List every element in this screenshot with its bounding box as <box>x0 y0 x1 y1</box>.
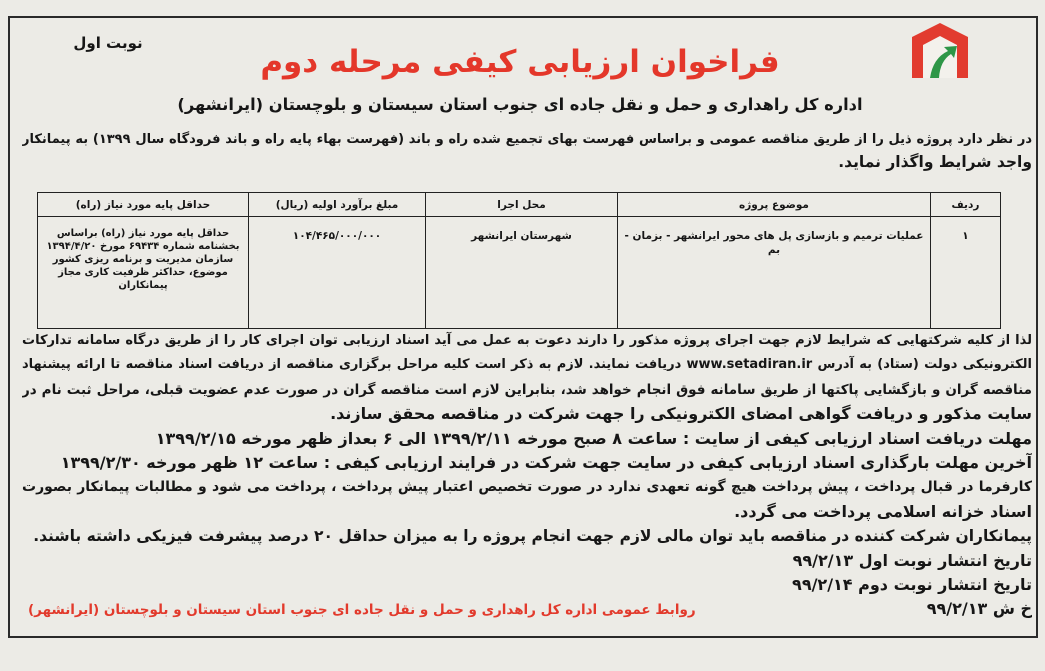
reference-code: خ ش ۹۹/۲/۱۳ <box>926 599 1032 619</box>
agency-logo-icon <box>904 20 976 84</box>
table-row <box>38 217 1001 329</box>
estimate-cell: ۱۰۴/۴۶۵/۰۰۰/۰۰۰ <box>249 217 426 329</box>
intro-line: در نظر دارد پروژه ذیل را از طریق مناقصه عمومی و براساس فهرست بهای تجمیع شده راه و باند (فهرست بهاء پایه راه و باند فرودگاه سال ۱۳۹۹) به پیمانکار <box>22 132 1032 147</box>
intro-line: واجد شرایط واگذار نماید. <box>838 153 1032 171</box>
project-table <box>37 192 1001 329</box>
ad-body <box>22 329 1032 622</box>
invitation-line: مناقصه گران و بازگشایی پاکتها از طریق سامانه فوق انجام خواهد شد، بنابراین لازم است مناقصه گران در صورت عدم عضویت قبلی، مراحل ثبت نام در <box>22 381 1032 398</box>
invitation-line: سایت مذکور و دریافت گواهی امضای الکترونیکی را جهت شرکت در مناقصه محقق سازند. <box>330 404 1032 424</box>
issue-label: نوبت اول <box>73 34 143 52</box>
ad-title: فراخوان ارزیابی کیفی مرحله دوم <box>260 44 780 80</box>
payment-terms-line: اسناد خزانه اسلامی پرداخت می گردد. <box>734 501 1032 521</box>
row-number-cell: ۱ <box>931 217 1001 329</box>
financial-capacity-note: پیمانکاران شرکت کننده در مناقصه باید توان مالی لازم جهت انجام پروژه را به میزان حداقل ۲۰ درصد پیشرفت فیزیکی داشته باشند. <box>33 527 1032 546</box>
column-header-location: محل اجرا <box>426 193 618 217</box>
table-header-row <box>38 193 1001 217</box>
column-header-estimate: مبلغ برآورد اولیه (ریال) <box>249 193 426 217</box>
invitation-line: الکترونیکی دولت (ستاد) به آدرس www.setadiran.ir دریافت نمایند. لازم به ذکر است کلیه مراحل برگزاری مناقصه از دریافت اسناد مناقصه تا ارائه پیشنهاد <box>22 357 1032 373</box>
location-cell: شهرستان ایرانشهر <box>426 217 618 329</box>
column-header-min-grade: حداقل پایه مورد نیاز (راه) <box>38 193 249 217</box>
column-header-project-subject: موضوع پروژه <box>618 193 931 217</box>
payment-terms-line: کارفرما در قبال پرداخت ، پیش پرداخت هیچ گونه تعهدی ندارد در صورت تخصیص اعتبار پیش پرداخت ، پرداخت می شود و مطالبات پیمانکار بصورت <box>22 479 1032 496</box>
document-download-deadline: مهلت دریافت اسناد ارزیابی کیفی از سایت : ساعت ۸ صبح مورخه ۱۳۹۹/۲/۱۱ الی ۶ بعداز ظهر مورخه ۱۳۹۹/۲/۱۵ <box>155 428 1032 448</box>
first-publication-date: تاریخ انتشار نوبت اول ۹۹/۲/۱۳ <box>792 550 1032 570</box>
intro-paragraph <box>22 128 1032 174</box>
invitation-line: لذا از کلیه شرکتهایی که شرایط لازم جهت اجرای پروژه مذکور را دارند دعوت به عمل می آید اسناد ارزیابی توان اجرای کار را از طریق درگاه سامانه تدارکات <box>22 333 1032 348</box>
second-publication-date: تاریخ انتشار نوبت دوم ۹۹/۲/۱۴ <box>792 574 1032 594</box>
agency-name: اداره کل راهداری و حمل و نقل جاده ای جنوب استان سیستان و بلوچستان (ایرانشهر) <box>177 95 863 114</box>
public-relations-signature: روابط عمومی اداره کل راهداری و حمل و نقل جاده ای جنوب استان سیستان و بلوچستان (ایرانشهر) <box>28 602 696 618</box>
column-header-row-number: ردیف <box>931 193 1001 217</box>
project-subject-cell: عملیات ترمیم و بازسازی پل های محور ایرانشهر - بزمان - بم <box>618 217 931 329</box>
document-upload-deadline: آخرین مهلت بارگذاری اسناد ارزیابی کیفی در سایت جهت شرکت در فرایند ارزیابی کیفی : ساعت ۱۲ ظهر مورخه ۱۳۹۹/۲/۳۰ <box>60 452 1032 472</box>
min-grade-cell: حداقل پایه مورد نیاز (راه) براساس بخشنامه شماره ۶۹۴۳۴ مورخ ۱۳۹۴/۴/۲۰ سازمان مدیریت و برنامه ریزی کشور موضوع، حداکثر ظرفیت کاری مجاز پیمانکاران <box>38 217 249 329</box>
